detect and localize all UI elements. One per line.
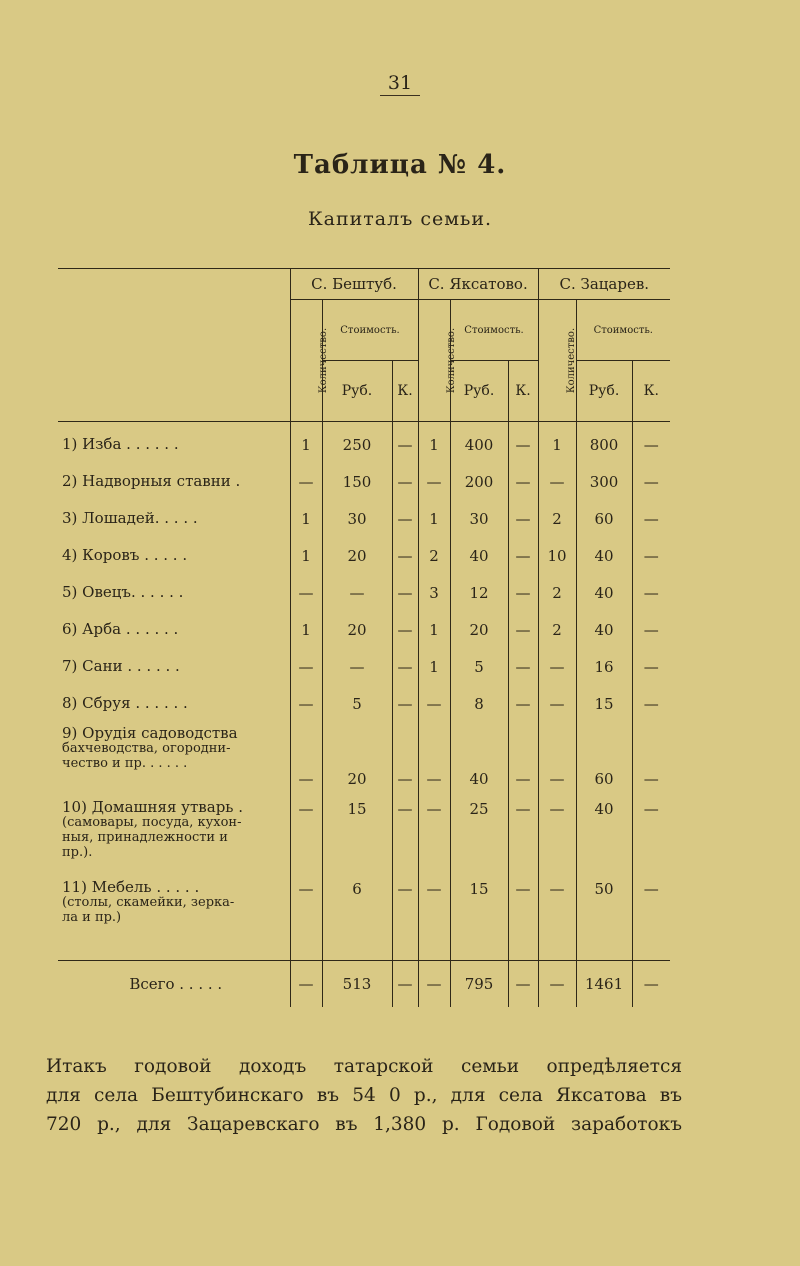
paragraph-line: для села Бештубинскаго въ 54 0 р., для села Яксатова въ (46, 1085, 682, 1106)
table-cell: 8 (450, 685, 508, 722)
table-cell: — (392, 685, 418, 722)
page-number: 31 (0, 72, 800, 96)
table-cell: — (632, 574, 670, 611)
value-header: Стоимость. (576, 300, 670, 361)
table-row (58, 685, 670, 722)
table-cell: — (418, 870, 450, 961)
table-row (58, 500, 670, 537)
table-cell: — (290, 870, 322, 961)
table-cell: — (632, 422, 670, 464)
table-cell: — (392, 611, 418, 648)
table-cell: — (508, 870, 538, 961)
table-row (58, 463, 670, 500)
row-label: 7) Сани . . . . . . (62, 657, 180, 675)
kop-header: К. (508, 361, 538, 422)
table-cell: — (632, 611, 670, 648)
value-header: Стоимость. (322, 300, 418, 361)
table-cell: — (392, 870, 418, 961)
table-cell: 25 (450, 790, 508, 870)
rub-header: Руб. (322, 361, 392, 422)
quantity-header: Количество. (418, 300, 450, 422)
table-cell: — (290, 685, 322, 722)
row-label-line: 10) Домашняя утварь . (62, 798, 243, 816)
row-label: 3) Лошадей. . . . . (62, 509, 198, 527)
table-cell: — (538, 722, 576, 790)
table-cell: — (538, 648, 576, 685)
paragraph-line: Итакъ годовой доходъ татарской семьи опредѣляется (46, 1056, 682, 1077)
table-title: Таблица № 4. (293, 150, 507, 180)
table-cell: — (632, 961, 670, 1008)
table-cell: 300 (576, 463, 632, 500)
capital-table (58, 268, 670, 1007)
table-cell: — (508, 537, 538, 574)
paragraph-line: 720 р., для Зацаревскаго въ 1,380 р. Годовой заработокъ (46, 1114, 682, 1135)
table-cell: 1 (290, 422, 322, 464)
row-label: 8) Сбруя . . . . . . (62, 694, 188, 712)
row-label-line: пр.). (62, 845, 93, 860)
table-cell: 16 (576, 648, 632, 685)
table-cell: — (418, 722, 450, 790)
table-row (58, 790, 670, 870)
body-paragraph (46, 1052, 682, 1139)
row-label-line: бахчеводства, огородни- (62, 741, 231, 756)
table-cell: 20 (450, 611, 508, 648)
table-cell: — (632, 790, 670, 870)
table-cell: — (392, 790, 418, 870)
quantity-header: Количество. (538, 300, 576, 422)
table-cell: — (418, 961, 450, 1008)
table-row (58, 537, 670, 574)
table-row (58, 648, 670, 685)
table-cell: — (632, 685, 670, 722)
table-cell: — (538, 463, 576, 500)
table-cell: 40 (576, 611, 632, 648)
table-cell: — (632, 463, 670, 500)
table-cell: 1 (290, 611, 322, 648)
row-label-line: ла и пр.) (62, 910, 122, 925)
table-cell: 1 (290, 500, 322, 537)
table-cell: — (322, 574, 392, 611)
kop-header: К. (392, 361, 418, 422)
row-label-line: (столы, скамейки, зерка- (62, 895, 235, 910)
table-cell: — (392, 722, 418, 790)
village-header: С. Бештуб. (290, 269, 418, 300)
table-cell: 1 (418, 611, 450, 648)
table-cell: 400 (450, 422, 508, 464)
table-cell: 5 (322, 685, 392, 722)
row-label: 6) Арба . . . . . . (62, 620, 179, 638)
table-cell: — (290, 961, 322, 1008)
table-cell: 15 (450, 870, 508, 961)
table-cell: 40 (576, 790, 632, 870)
table-cell: 800 (576, 422, 632, 464)
row-label: 5) Овецъ. . . . . . (62, 583, 184, 601)
table-cell: 60 (576, 722, 632, 790)
table-cell: — (392, 422, 418, 464)
table-cell: 1461 (576, 961, 632, 1008)
table-cell: — (418, 790, 450, 870)
table-cell: 513 (322, 961, 392, 1008)
total-row (58, 961, 670, 1008)
table-cell: 1 (538, 422, 576, 464)
table-row (58, 422, 670, 464)
table-cell: — (508, 685, 538, 722)
table-cell: — (508, 500, 538, 537)
table-subtitle: Капиталъ семьи. (307, 208, 493, 230)
table-cell: — (632, 722, 670, 790)
table-cell: 5 (450, 648, 508, 685)
table-cell: 40 (576, 537, 632, 574)
row-label: 2) Надворныя ставни . (62, 472, 241, 490)
table-cell: 1 (418, 500, 450, 537)
table-cell: — (418, 685, 450, 722)
table-cell: — (632, 648, 670, 685)
table-cell: 30 (322, 500, 392, 537)
table-cell: 2 (538, 574, 576, 611)
rub-header: Руб. (450, 361, 508, 422)
table-cell: 1 (418, 648, 450, 685)
row-label-line: 11) Мебель . . . . . (62, 878, 200, 896)
table-cell: — (290, 790, 322, 870)
table-row (58, 574, 670, 611)
rub-header: Руб. (576, 361, 632, 422)
table-cell: — (392, 463, 418, 500)
row-label: 1) Изба . . . . . . (62, 435, 179, 453)
table-cell: 2 (538, 611, 576, 648)
table-cell: — (632, 537, 670, 574)
table-cell: — (290, 722, 322, 790)
table-row (58, 611, 670, 648)
table-cell: — (290, 463, 322, 500)
table-cell: 20 (322, 722, 392, 790)
table-cell: 150 (322, 463, 392, 500)
table-cell: 20 (322, 611, 392, 648)
kop-header: К. (632, 361, 670, 422)
table-cell: 60 (576, 500, 632, 537)
row-label-line: ныя, принадлежности и (62, 830, 228, 845)
table-cell: 50 (576, 870, 632, 961)
village-header: С. Зацарев. (538, 269, 670, 300)
table-cell: 1 (418, 422, 450, 464)
table-cell: — (508, 611, 538, 648)
row-label (58, 722, 290, 790)
table-cell: — (538, 870, 576, 961)
table-cell: 2 (418, 537, 450, 574)
table-cell: 40 (576, 574, 632, 611)
table-cell: — (392, 961, 418, 1008)
table-cell: — (508, 961, 538, 1008)
row-label: 4) Коровъ . . . . . (62, 546, 188, 564)
table-cell: 200 (450, 463, 508, 500)
table-cell: — (508, 722, 538, 790)
table-cell: — (538, 790, 576, 870)
row-label-line: чество и пр. . . . . . (62, 756, 188, 771)
table-row (58, 722, 670, 790)
table-cell: — (418, 463, 450, 500)
table-cell: — (290, 648, 322, 685)
row-label-line: 9) Орудія садоводства (62, 724, 238, 742)
table-cell: 12 (450, 574, 508, 611)
table-cell: 2 (538, 500, 576, 537)
table-cell: 15 (322, 790, 392, 870)
table-row (58, 870, 670, 961)
table-cell: 795 (450, 961, 508, 1008)
corner-cell (58, 269, 290, 422)
table-cell: 30 (450, 500, 508, 537)
row-label-line: (самовары, посуда, кухон- (62, 815, 242, 830)
table-cell: — (538, 685, 576, 722)
table-cell: 3 (418, 574, 450, 611)
row-label (58, 790, 290, 870)
row-label (58, 870, 290, 961)
table-cell: 20 (322, 537, 392, 574)
table-cell: — (322, 648, 392, 685)
table-cell: — (392, 574, 418, 611)
table-cell: — (508, 574, 538, 611)
table-cell: — (392, 648, 418, 685)
table-cell: 10 (538, 537, 576, 574)
table-cell: — (508, 422, 538, 464)
table-cell: — (538, 961, 576, 1008)
table-cell: — (632, 500, 670, 537)
quantity-header: Количество. (290, 300, 322, 422)
village-header: С. Яксатово. (418, 269, 538, 300)
value-header: Стоимость. (450, 300, 538, 361)
table-cell: — (632, 870, 670, 961)
table-cell: — (508, 648, 538, 685)
total-label: Всего . . . . . (58, 961, 290, 1008)
table-cell: 40 (450, 537, 508, 574)
table-cell: — (290, 574, 322, 611)
table-cell: — (508, 463, 538, 500)
table-cell: 250 (322, 422, 392, 464)
table-cell: — (508, 790, 538, 870)
table-cell: 15 (576, 685, 632, 722)
table-cell: 6 (322, 870, 392, 961)
table-cell: — (392, 537, 418, 574)
table-cell: — (392, 500, 418, 537)
table-cell: 40 (450, 722, 508, 790)
table-cell: 1 (290, 537, 322, 574)
